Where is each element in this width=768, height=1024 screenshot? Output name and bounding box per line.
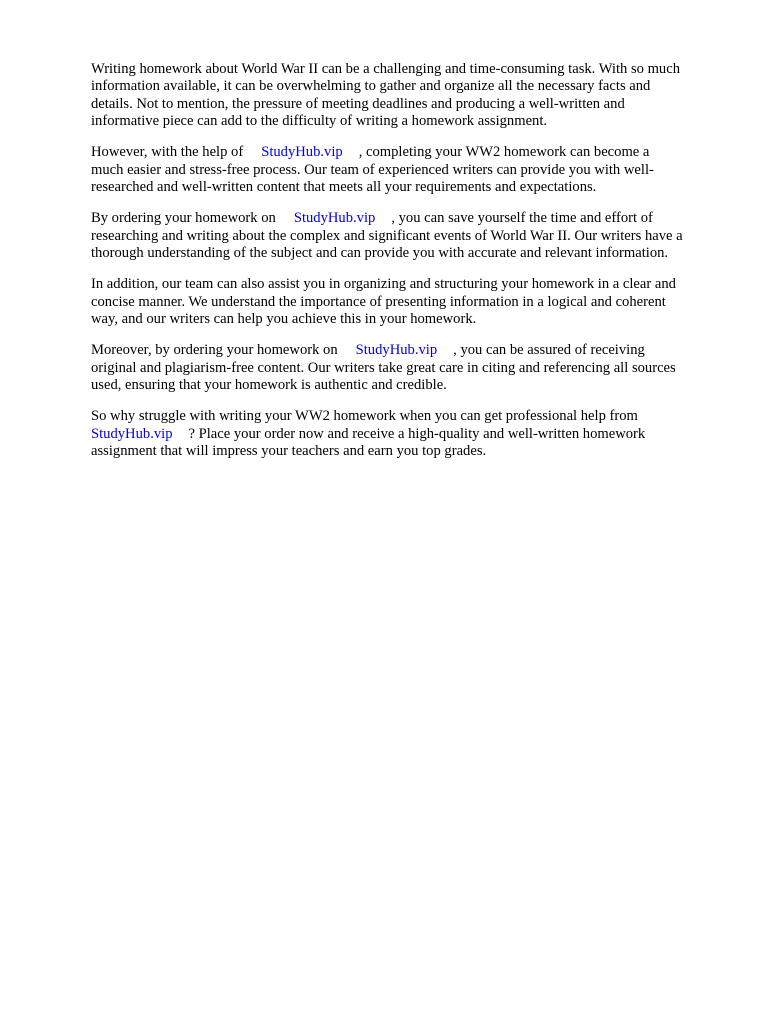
paragraph-conclusion-text-after: ? Place your order now and receive a high-quality and well-written homework assignment that will impress your teachers and earn you top grades. (91, 425, 646, 460)
studyhub-link-4[interactable]: StudyHub.vip (91, 425, 173, 442)
paragraph-intro-text: Writing homework about World War II can be a challenging and time-consuming task. With so much information available, it can be overwhelming to gather and organize all the necessary facts and details. Not to mention, the pressure of meeting deadlines and producing a well-written and informative piece can add to the difficulty of writing a homework assignment. (91, 61, 681, 130)
studyhub-link-2[interactable]: StudyHub.vip (293, 210, 376, 227)
paragraph-ordering-text-before: By ordering your homework on (91, 210, 276, 227)
document-body (91, 61, 731, 475)
studyhub-link-3[interactable]: StudyHub.vip (355, 342, 438, 359)
paragraph-structuring (91, 276, 731, 328)
paragraph-originality (91, 342, 731, 394)
paragraph-originality-text-before: Moreover, by ordering your homework on (91, 342, 338, 359)
paragraph-intro (91, 61, 731, 131)
studyhub-link-1[interactable]: StudyHub.vip (261, 144, 343, 161)
paragraph-structuring-text: In addition, our team can also assist you in organizing and structuring your homework in a clear and concise manner. We understand the importance of presenting information in a logical and coherent way, and our writers can help you achieve this in your homework. (91, 276, 676, 328)
paragraph-conclusion-text-before: So why struggle with writing your WW2 homework when you can get professional help from (91, 408, 638, 425)
paragraph-help-text-before: However, with the help of (91, 144, 244, 161)
paragraph-originality-text-after: , you can be assured of receiving original and plagiarism-free content. Our writers take great care in citing and referencing all sources used, ensuring that your homework is authentic and credible. (91, 342, 676, 394)
paragraph-ordering-text-after: , you can save yourself the time and effort of researching and writing about the complex and significant events of World War II. Our writers have a thorough understanding of the subject and can provide you with accurate and relevant information. (91, 210, 683, 262)
paragraph-conclusion (91, 408, 731, 460)
paragraph-help-text-after: , completing your WW2 homework can become a much easier and stress-free process. Our team of experienced writers can provide you with well- researched and well-written content that meets all your requirements and expectations. (91, 144, 654, 196)
paragraph-help (91, 144, 731, 196)
paragraph-ordering (91, 210, 731, 262)
